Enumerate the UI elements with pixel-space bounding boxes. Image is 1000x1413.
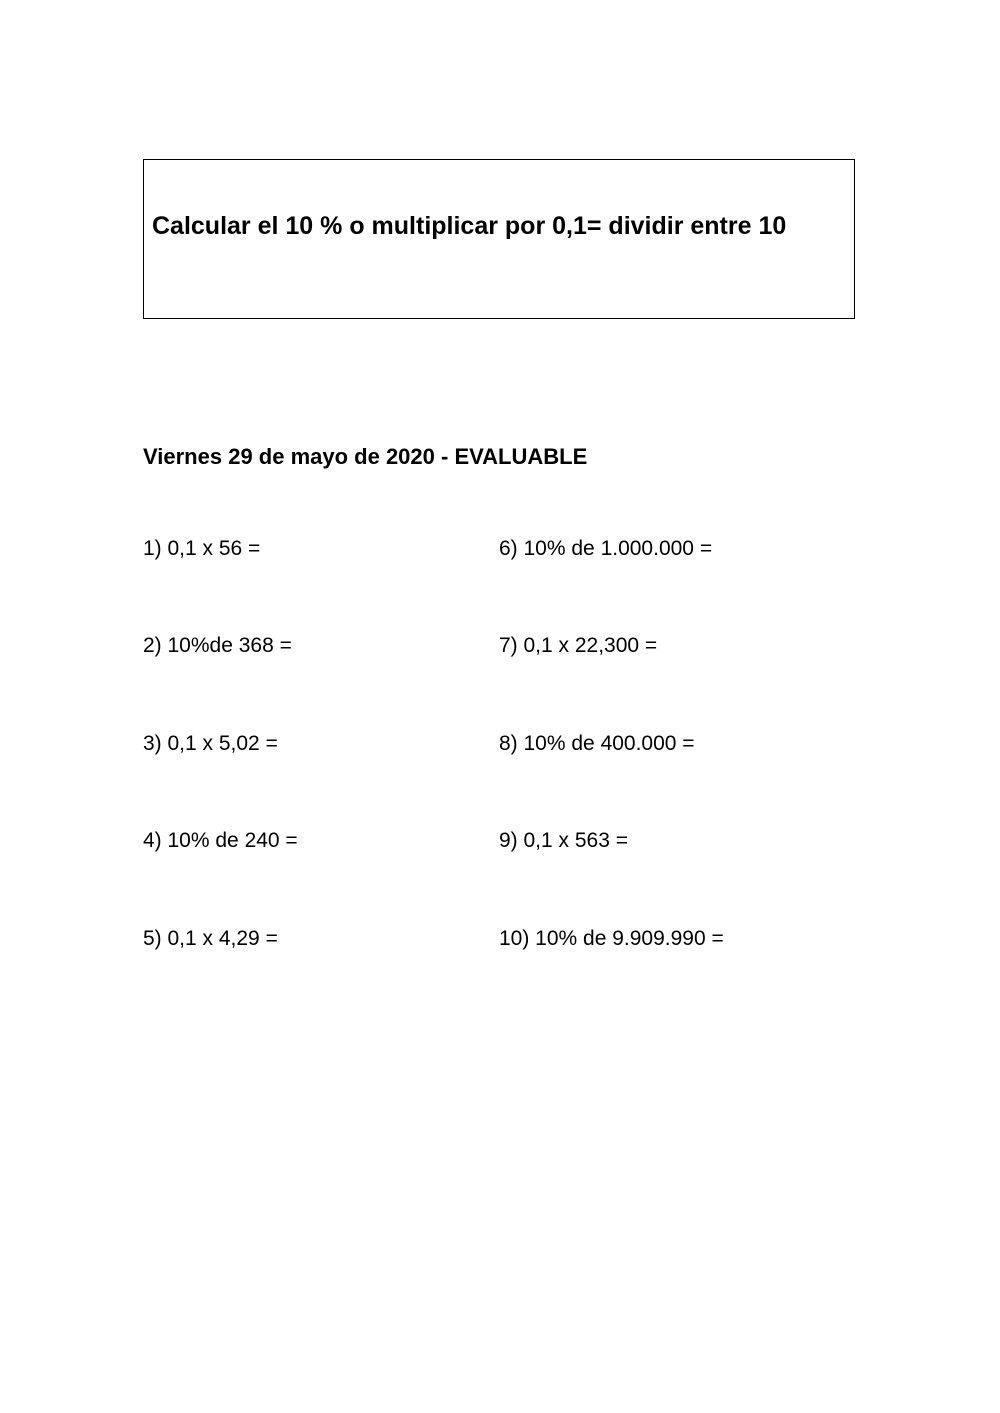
exercise-3: 3) 0,1 x 5,02 =: [143, 732, 278, 755]
exercise-4: 4) 10% de 240 =: [143, 829, 298, 852]
exercise-6: 6) 10% de 1.000.000 =: [499, 537, 713, 560]
title-box: [143, 159, 855, 319]
exercise-2: 2) 10%de 368 =: [143, 634, 292, 657]
page-title: Calcular el 10 % o multiplicar por 0,1= dividir entre 10: [152, 212, 787, 240]
date-subtitle: Viernes 29 de mayo de 2020 - EVALUABLE: [143, 444, 588, 469]
exercise-9: 9) 0,1 x 563 =: [499, 829, 629, 852]
exercise-1: 1) 0,1 x 56 =: [143, 537, 261, 560]
exercise-10: 10) 10% de 9.909.990 =: [499, 927, 724, 950]
exercise-5: 5) 0,1 x 4,29 =: [143, 927, 278, 950]
exercise-8: 8) 10% de 400.000 =: [499, 732, 695, 755]
exercise-7: 7) 0,1 x 22,300 =: [499, 634, 658, 657]
